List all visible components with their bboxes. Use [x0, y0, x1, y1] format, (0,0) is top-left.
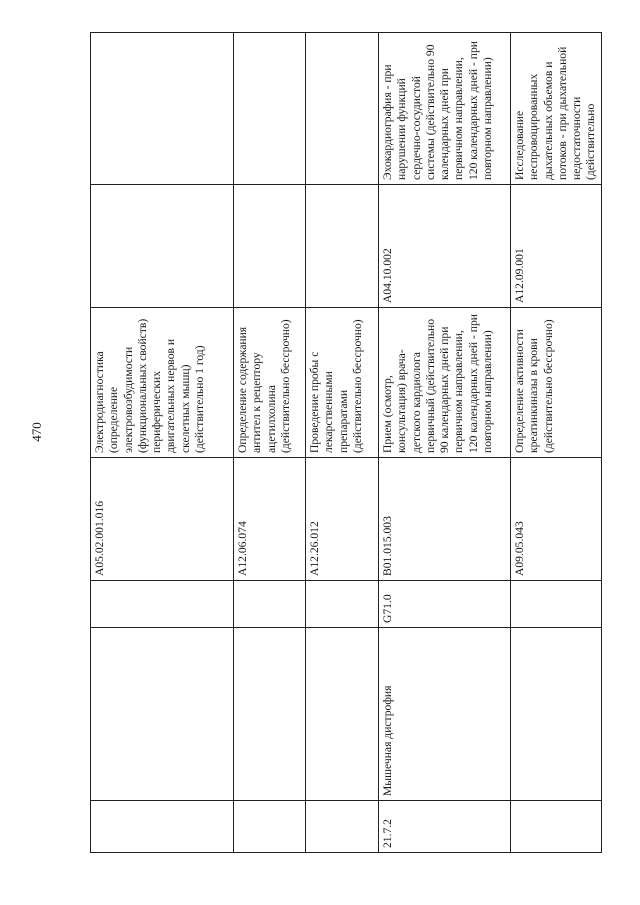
table-row — [379, 33, 511, 853]
icd-code: G71.0 — [379, 581, 511, 628]
exam-name — [91, 33, 234, 185]
service-name: Прием (осмотр, консультация) врача-детского кардиолога первичный (действительно 90 календарных дней при первичном направлении, 120 календарных дней - при повторном направлении) — [379, 308, 511, 458]
row-number: 21.7.2 — [379, 801, 511, 853]
row-number — [91, 801, 234, 853]
icd-code — [306, 581, 379, 628]
exam-name — [234, 33, 306, 185]
table-row — [91, 33, 234, 853]
exam-code: A04.10.002 — [379, 185, 511, 308]
service-code: B01.015.003 — [379, 458, 511, 581]
table-row — [511, 33, 602, 853]
service-name: Определение активности креатинкиназы в крови (действительно бессрочно) — [511, 308, 602, 458]
service-name: Электродиагностика (определение электровозбудимости (функциональных свойств) периферических двигательных нервов и скелетных мышц) (действительно 1 год) — [91, 308, 234, 458]
disease-name — [234, 628, 306, 801]
exam-code: A12.09.001 — [511, 185, 602, 308]
icd-code — [91, 581, 234, 628]
exam-code — [91, 185, 234, 308]
page-number: 470 — [29, 422, 44, 442]
row-number — [306, 801, 379, 853]
medical-services-table — [90, 32, 602, 853]
icd-code — [234, 581, 306, 628]
exam-code — [306, 185, 379, 308]
disease-name — [306, 628, 379, 801]
rotated-table-container — [90, 33, 598, 853]
icd-code — [511, 581, 602, 628]
service-name: Проведение пробы с лекарственными препаратами (действительно бессрочно) — [306, 308, 379, 458]
service-code: A05.02.001.016 — [91, 458, 234, 581]
disease-name: Мышечная дистрофия — [379, 628, 511, 801]
disease-name — [91, 628, 234, 801]
table-row — [234, 33, 306, 853]
service-name: Определение содержания антител к рецептору ацетилхолина (действительно бессрочно) — [234, 308, 306, 458]
disease-name — [511, 628, 602, 801]
exam-name: Эхокардиография - при нарушении функций сердечно-сосудистой системы (действительно 90 календарных дней при первичном направлении, 120 календарных дней - при повторном направлении) — [379, 33, 511, 185]
service-code: A09.05.043 — [511, 458, 602, 581]
exam-name — [306, 33, 379, 185]
table-row — [306, 33, 379, 853]
row-number — [234, 801, 306, 853]
exam-code — [234, 185, 306, 308]
exam-name: Исследование неспровоцированных дыхательных объемов и потоков - при дыхательной недостаточности (действительно — [511, 33, 602, 185]
service-code: A12.06.074 — [234, 458, 306, 581]
service-code: A12.26.012 — [306, 458, 379, 581]
row-number — [511, 801, 602, 853]
